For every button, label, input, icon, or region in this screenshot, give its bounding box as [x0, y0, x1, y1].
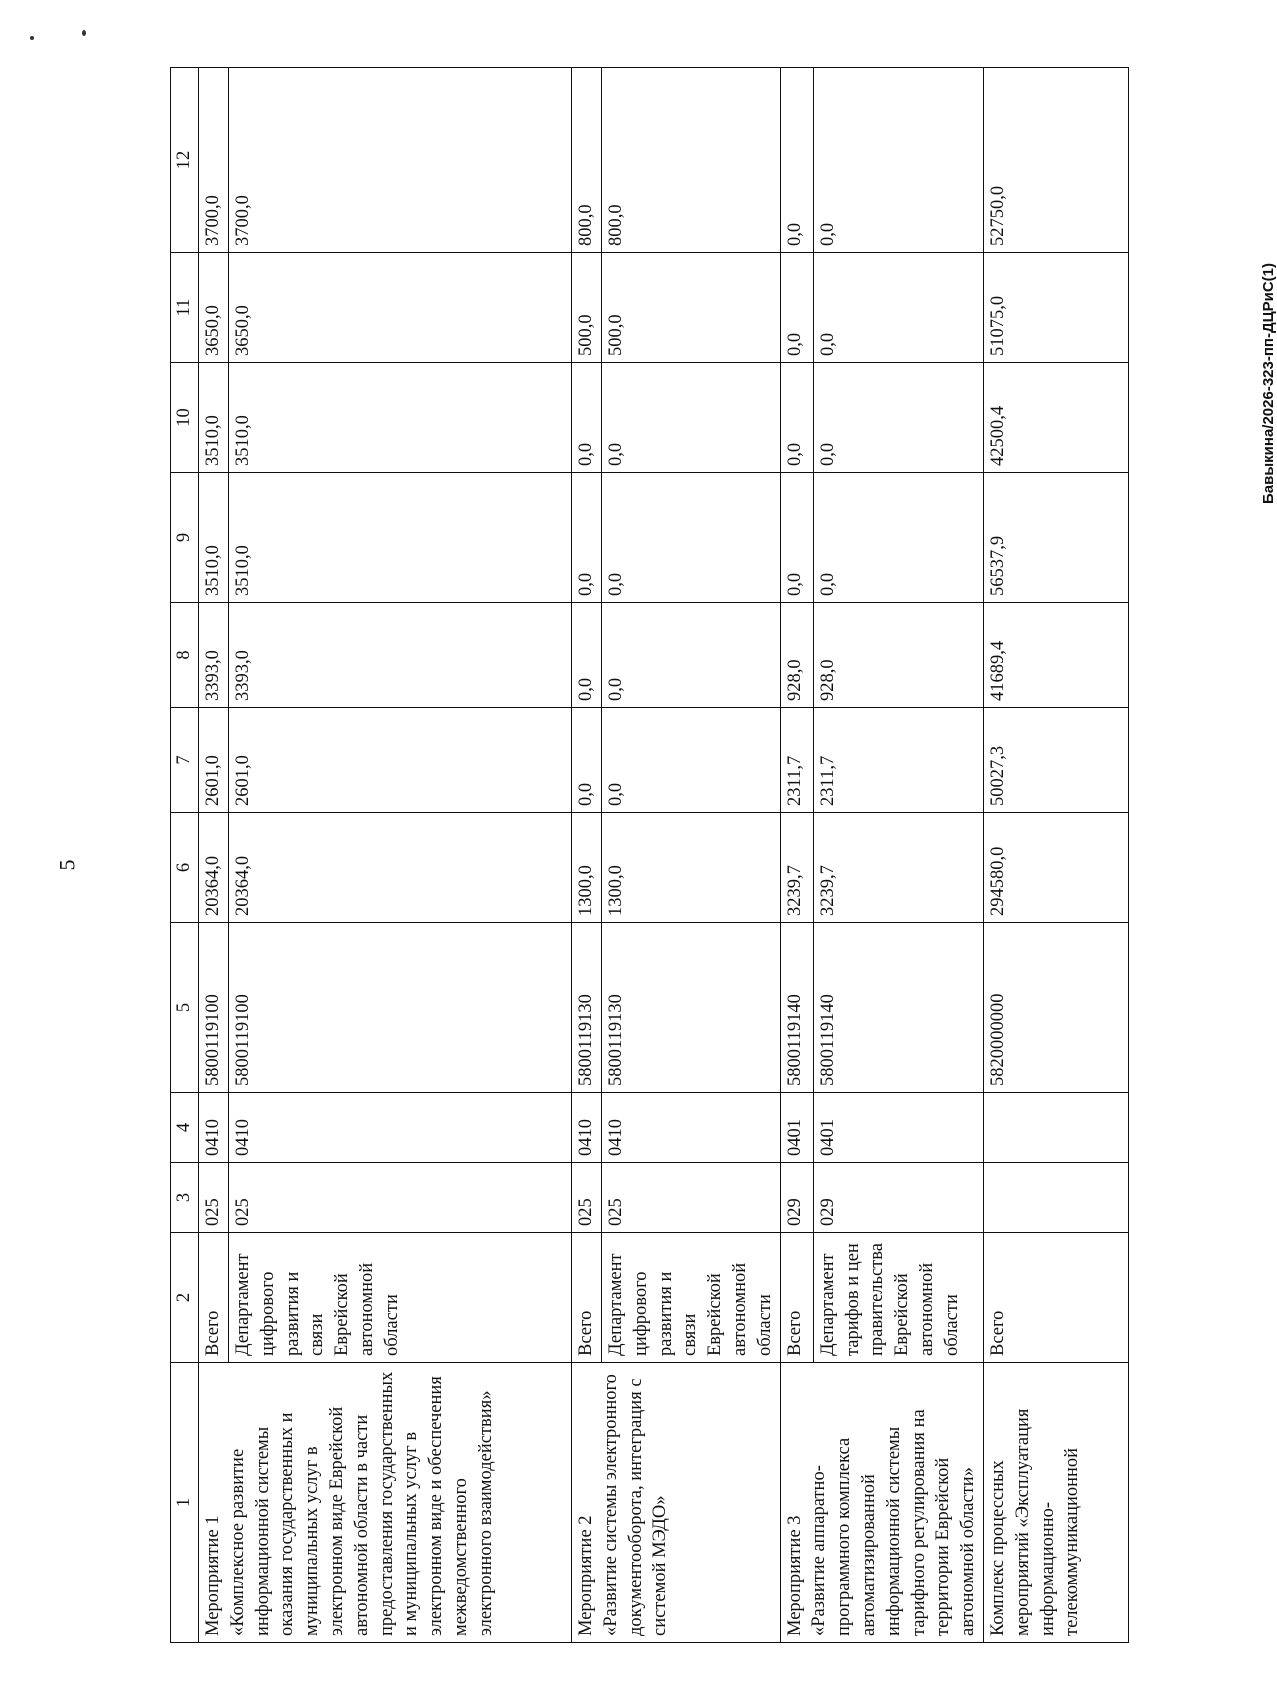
- header-cell: 12: [171, 68, 199, 253]
- table-row: [780, 68, 813, 1643]
- table-cell: 41689,4: [983, 603, 1128, 708]
- budget-table: [170, 67, 1129, 1643]
- table-cell: 0,0: [572, 473, 602, 603]
- table-cell: 3700,0: [229, 68, 572, 253]
- table-cell: 5800119130: [602, 923, 781, 1093]
- table-cell: 0410: [572, 1093, 602, 1163]
- executor-name: Департамент цифрового развития и связи Еврейской автономной области: [602, 1233, 781, 1363]
- table-cell: 029: [780, 1163, 813, 1233]
- table-cell: 0,0: [572, 363, 602, 473]
- table-cell: 0,0: [602, 363, 781, 473]
- measure-name: Мероприятие 1 «Комплексное развитие информационной системы оказания государственных и муниципальных услуг в электронном виде Еврейской автономной области в части предоставления государственных и муниципальных услуг в электронном виде и обеспечения межведомственного электронного взаимодействия»: [199, 1363, 572, 1643]
- table-cell: [983, 1163, 1128, 1233]
- table-header-row: [171, 68, 199, 1643]
- table-cell: 0,0: [813, 363, 983, 473]
- table-cell: 0401: [780, 1093, 813, 1163]
- header-cell: 10: [171, 363, 199, 473]
- table-cell: 928,0: [780, 603, 813, 708]
- table-cell: 0410: [229, 1093, 572, 1163]
- table-cell: 0,0: [572, 603, 602, 708]
- table-cell: 5800119100: [199, 923, 229, 1093]
- table-cell: 025: [602, 1163, 781, 1233]
- table-cell: 3510,0: [199, 473, 229, 603]
- header-cell: 11: [171, 253, 199, 363]
- table-cell: 3510,0: [229, 473, 572, 603]
- table-cell: 0,0: [780, 363, 813, 473]
- table-cell: 0,0: [813, 68, 983, 253]
- table-cell: 800,0: [602, 68, 781, 253]
- total-label: Всего: [983, 1233, 1128, 1363]
- table-cell: 0,0: [602, 708, 781, 813]
- measure-name: Мероприятие 3 «Развитие аппаратно-программного комплекса автоматизированной информационной системы тарифного регулирования на территории Еврейской автономной области»: [780, 1363, 983, 1643]
- table-row: [572, 68, 602, 1643]
- table-cell: 0401: [813, 1093, 983, 1163]
- table-cell: 025: [229, 1163, 572, 1233]
- executor-name: Департамент цифрового развития и связи Еврейской автономной области: [229, 1233, 572, 1363]
- table-cell: 3239,7: [780, 813, 813, 923]
- table-cell: 20364,0: [229, 813, 572, 923]
- table-cell: [983, 1093, 1128, 1163]
- table-cell: 0,0: [602, 603, 781, 708]
- table-cell: 0,0: [572, 708, 602, 813]
- table-cell: 56537,9: [983, 473, 1128, 603]
- table-cell: 294580,0: [983, 813, 1128, 923]
- table-cell: 3650,0: [199, 253, 229, 363]
- table-cell: 1300,0: [602, 813, 781, 923]
- header-cell: 2: [171, 1233, 199, 1363]
- header-cell: 8: [171, 603, 199, 708]
- table-cell: 2311,7: [813, 708, 983, 813]
- table-cell: 0,0: [813, 253, 983, 363]
- table-cell: 500,0: [572, 253, 602, 363]
- table-cell: 500,0: [602, 253, 781, 363]
- table-cell: 3239,7: [813, 813, 983, 923]
- table-cell: 5820000000: [983, 923, 1128, 1093]
- table-cell: 0,0: [813, 473, 983, 603]
- table-cell: 928,0: [813, 603, 983, 708]
- total-label: Всего: [572, 1233, 602, 1363]
- table-cell: 029: [813, 1163, 983, 1233]
- rotated-table-container: [170, 68, 1083, 1643]
- scan-speck: [82, 30, 86, 36]
- table-cell: 51075,0: [983, 253, 1128, 363]
- table-row: [199, 68, 229, 1643]
- header-cell: 3: [171, 1163, 199, 1233]
- table-cell: 025: [572, 1163, 602, 1233]
- table-cell: 3393,0: [229, 603, 572, 708]
- table-cell: 52750,0: [983, 68, 1128, 253]
- table-cell: 2601,0: [229, 708, 572, 813]
- table-cell: 20364,0: [199, 813, 229, 923]
- header-cell: 6: [171, 813, 199, 923]
- table-cell: 3650,0: [229, 253, 572, 363]
- table-cell: 800,0: [572, 68, 602, 253]
- header-cell: 9: [171, 473, 199, 603]
- document-code: Бавыкина/2026-323-пп-ДЦРиС(1): [1260, 263, 1277, 504]
- measure-name: Мероприятие 2 «Развитие системы электронного документооборота, интеграция с системой МЭДО»: [572, 1363, 781, 1643]
- table-cell: 3700,0: [199, 68, 229, 253]
- scan-speck: [30, 36, 34, 40]
- table-cell: 0410: [602, 1093, 781, 1163]
- page-number: 5: [54, 859, 80, 871]
- table-cell: 2311,7: [780, 708, 813, 813]
- table-cell: 0,0: [780, 473, 813, 603]
- table-cell: 0,0: [602, 473, 781, 603]
- table-cell: 3510,0: [229, 363, 572, 473]
- total-label: Всего: [199, 1233, 229, 1363]
- header-cell: 5: [171, 923, 199, 1093]
- executor-name: Департамент тарифов и цен правительства Еврейской автономной области: [813, 1233, 983, 1363]
- total-label: Всего: [780, 1233, 813, 1363]
- table-cell: 0410: [199, 1093, 229, 1163]
- table-cell: 3393,0: [199, 603, 229, 708]
- table-cell: 2601,0: [199, 708, 229, 813]
- table-cell: 0,0: [780, 68, 813, 253]
- header-cell: 1: [171, 1363, 199, 1643]
- table-cell: 50027,3: [983, 708, 1128, 813]
- table-cell: 3510,0: [199, 363, 229, 473]
- table-cell: 5800119100: [229, 923, 572, 1093]
- table-cell: 5800119130: [572, 923, 602, 1093]
- table-cell: 1300,0: [572, 813, 602, 923]
- table-cell: 0,0: [780, 253, 813, 363]
- table-cell: 5800119140: [780, 923, 813, 1093]
- header-cell: 7: [171, 708, 199, 813]
- header-cell: 4: [171, 1093, 199, 1163]
- table-cell: 025: [199, 1163, 229, 1233]
- complex-name: Комплекс процессных мероприятий «Эксплуатация информационно-телекоммуникационной: [983, 1363, 1128, 1643]
- table-row: [983, 68, 1128, 1643]
- table-cell: 42500,4: [983, 363, 1128, 473]
- table-cell: 5800119140: [813, 923, 983, 1093]
